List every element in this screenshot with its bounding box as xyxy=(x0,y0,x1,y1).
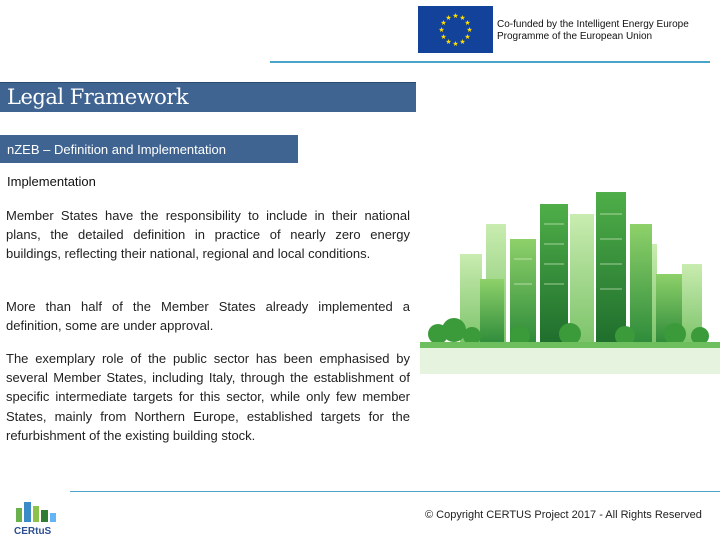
svg-text:★: ★ xyxy=(452,12,459,20)
subtitle-bar xyxy=(0,135,298,163)
cofunded-text xyxy=(497,19,689,43)
svg-text:★: ★ xyxy=(459,38,466,46)
svg-text:★: ★ xyxy=(452,40,459,48)
svg-text:★: ★ xyxy=(440,33,447,41)
footer-divider xyxy=(70,491,720,492)
paragraph-3: The exemplary role of the public sector has been emphasised by several Member States, including Italy, through the establishment of specific intermediate targets for this sector, while only few member States, mainly from Northern Europe, established targets for the refurbishment of the existing building stock. xyxy=(6,351,410,443)
copyright-text: © Copyright CERTUS Project 2017 - All Rights Reserved xyxy=(425,509,702,521)
svg-text:★: ★ xyxy=(459,14,466,22)
svg-text:★: ★ xyxy=(440,19,447,27)
page-subtitle: nZEB – Definition and Implementation xyxy=(7,142,226,157)
cofunded-line-2: Programme of the European Union xyxy=(497,31,653,42)
cofunded-line-1: Co-funded by the Intelligent Energy Europe xyxy=(497,19,689,30)
title-bar xyxy=(0,82,416,112)
section-heading: Implementation xyxy=(7,174,96,189)
paragraph-1: Member States have the responsibility to include in their national plans, the detailed definition in practice of nearly zero energy buildings, reflecting their national, regional and local conditions. xyxy=(6,208,410,262)
svg-text:★: ★ xyxy=(466,26,473,34)
svg-text:★: ★ xyxy=(464,33,471,41)
svg-text:★: ★ xyxy=(438,26,445,34)
header-divider xyxy=(270,61,710,63)
svg-text:★: ★ xyxy=(445,38,452,46)
svg-text:CERtuS: CERtuS xyxy=(14,526,52,537)
svg-text:★: ★ xyxy=(464,19,471,27)
certus-logo-icon xyxy=(4,496,66,540)
svg-text:★: ★ xyxy=(445,14,452,22)
page-title: Legal Framework xyxy=(7,85,189,109)
eu-flag-icon xyxy=(418,6,493,53)
green-city-icon xyxy=(420,184,720,374)
paragraph-2: More than half of the Member States already implemented a definition, some are under approval. xyxy=(6,299,410,334)
